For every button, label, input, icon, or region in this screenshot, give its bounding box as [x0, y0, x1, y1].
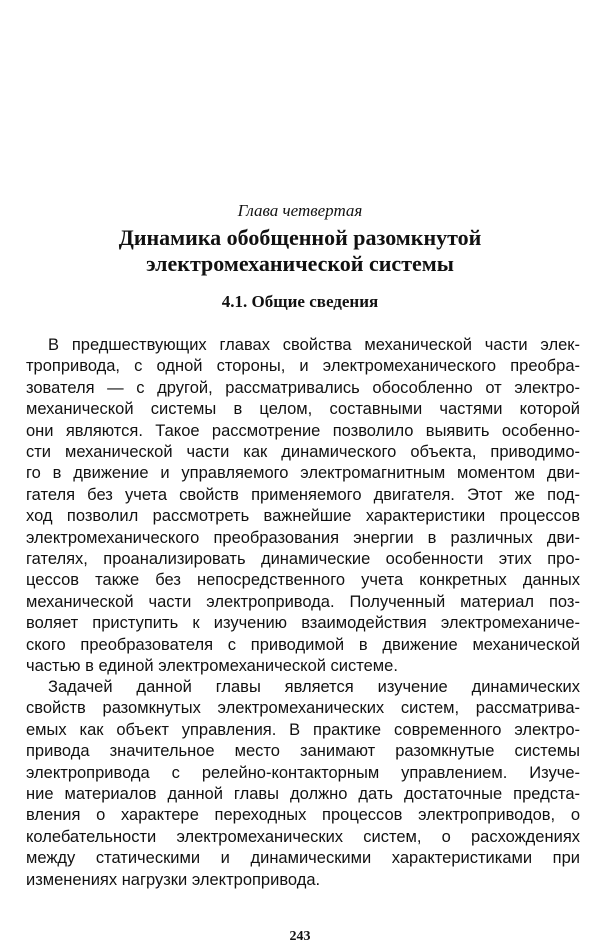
- text-line: тропривода, с одной стороны, и электромеханического преобра-: [26, 357, 580, 376]
- text-line: ского преобразователя с приводимой в движение механической: [26, 635, 580, 654]
- text-line: механической системы в целом, составными частями которой: [26, 400, 580, 419]
- text-line: механической части электропривода. Полученный материал поз-: [26, 592, 580, 611]
- text-line: емых как объект управления. В практике современного электро-: [26, 720, 580, 739]
- text-line: ход позволил рассмотреть важнейшие характеристики процессов: [26, 507, 580, 526]
- text-line: воляет приступить к изучению взаимодействия электромеханиче-: [26, 614, 580, 633]
- chapter-title-line-2: электромеханической системы: [146, 251, 454, 276]
- text-line: гателя без учета свойств применяемого двигателя. Этот же под-: [26, 485, 580, 504]
- text-line: цессов также без непосредственного учета конкретных данных: [26, 571, 580, 590]
- text-line: они являются. Такое рассмотрение позволило выявить особенно-: [26, 421, 580, 440]
- text-line: зователя — с другой, рассматривались обособленно от электро-: [26, 378, 580, 397]
- chapter-label: Глава четвертая: [237, 201, 363, 220]
- text-line: привода значительное место занимают разомкнутые системы: [26, 742, 580, 761]
- page-number: 243: [289, 929, 311, 944]
- text-line: ние материалов данной главы должно дать достаточные предста-: [26, 785, 580, 804]
- text-line: электропривода с релейно-контакторным управлением. Изуче-: [26, 763, 580, 782]
- text-line: изменениях нагрузки электропривода.: [26, 870, 321, 889]
- text-line: между статическими и динамическими характеристиками при: [26, 849, 580, 868]
- text-line: электромеханического преобразования энергии в различных дви-: [26, 528, 580, 547]
- text-line: сти механической части как динамического объекта, приводимо-: [26, 443, 580, 462]
- section-heading: 4.1. Общие сведения: [221, 292, 379, 311]
- text-line: свойств разомкнутых электромеханических систем, рассматрива-: [26, 699, 580, 718]
- text-line: Задачей данной главы является изучение динамических: [48, 678, 580, 696]
- paragraph-1: [26, 335, 580, 678]
- text-line: колебательности электромеханических систем, о расхождениях: [26, 827, 580, 846]
- text-line: гателях, проанализировать динамические особенности этих про-: [26, 550, 580, 569]
- paragraph-2: [26, 677, 580, 891]
- text-line: го в движение и управляемого электромагнитным моментом дви-: [26, 464, 580, 483]
- chapter-title-line-1: Динамика обобщенной разомкнутой: [118, 225, 482, 250]
- text-line: частью в единой электромеханической системе.: [26, 657, 398, 676]
- text-line: вления о характере переходных процессов электроприводов, о: [26, 806, 580, 825]
- text-line: В предшествующих главах свойства механической части элек-: [48, 336, 580, 354]
